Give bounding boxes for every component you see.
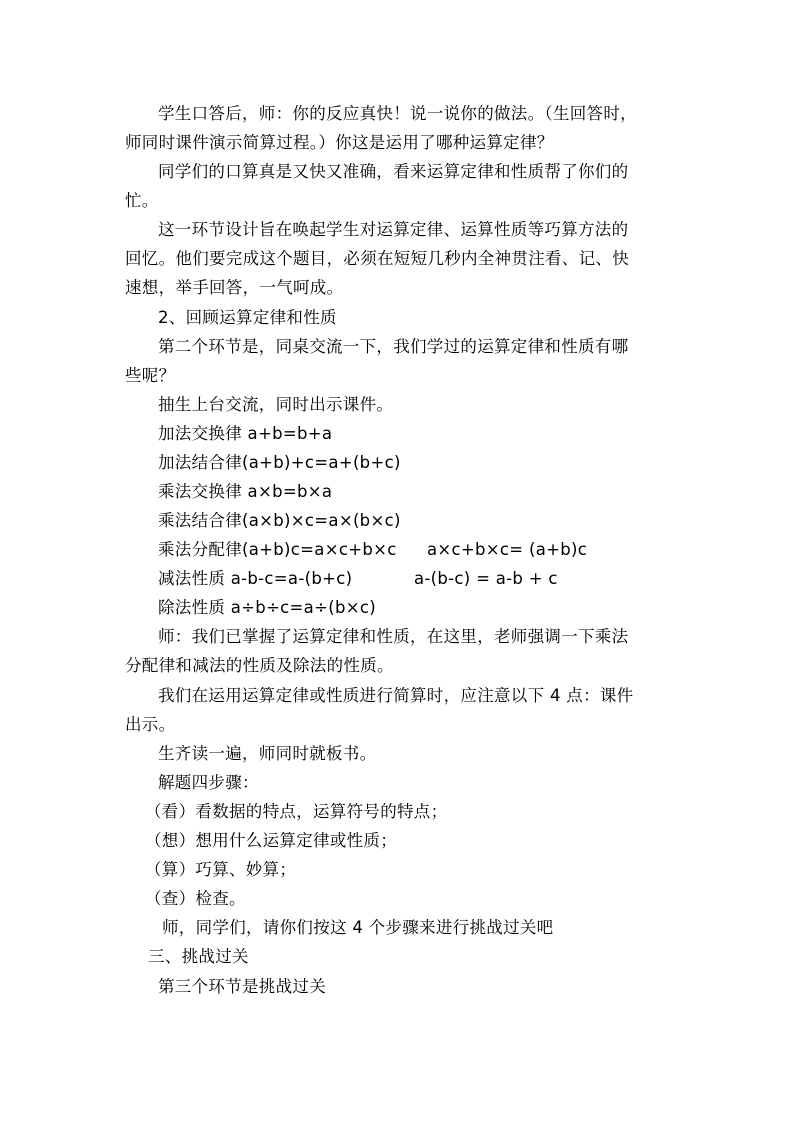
step-item: （算）巧算、妙算； bbox=[145, 860, 297, 879]
step-item: （想）想用什么运算定律或性质； bbox=[145, 831, 397, 850]
paragraph-line: 师同时课件演示简算过程。）你这是运用了哪种运算定律？ bbox=[125, 133, 554, 152]
law-addition-commutative: 加法交换律 a+b=b+a bbox=[158, 424, 333, 443]
paragraph-line: 第三个环节是挑战过关 bbox=[158, 977, 326, 996]
paragraph-line: 解题四步骤： bbox=[158, 773, 259, 792]
section-heading: 2、回顾运算定律和性质 bbox=[158, 308, 337, 327]
law-addition-associative: 加法结合律(a+b)+c=a+(b+c) bbox=[158, 453, 401, 472]
law-multiplication-commutative: 乘法交换律 a×b=b×a bbox=[158, 482, 333, 501]
section-heading: 三、挑战过关 bbox=[148, 947, 249, 966]
law-multiplication-associative: 乘法结合律(a×b)×c=a×(b×c) bbox=[158, 511, 401, 530]
law-subtraction-property: 减法性质 a-b-c=a-(b+c) bbox=[158, 569, 353, 588]
paragraph-line: 出示。 bbox=[125, 715, 176, 734]
paragraph-line: 抽生上台交流，同时出示课件。 bbox=[158, 395, 394, 414]
paragraph-line: 我们在运用运算定律或性质进行简算时，应注意以下 4 点：课件 bbox=[158, 686, 634, 705]
paragraph-line: 师：我们已掌握了运算定律和性质，在这里，老师强调一下乘法 bbox=[158, 627, 629, 646]
paragraph-line: 回忆。他们要完成这个题目，必须在短短几秒内全神贯注看、记、快 bbox=[125, 249, 629, 268]
law-multiplication-distributive-reverse: a×c+b×c= (a+b)c bbox=[427, 540, 588, 559]
paragraph-line: 学生口答后，师：你的反应真快！说一说你的做法。（生回答时， bbox=[158, 104, 637, 123]
paragraph-line: 师，同学们，请你们按这 4 个步骤来进行挑战过关吧 bbox=[162, 918, 554, 937]
step-item: （查）检查。 bbox=[145, 889, 246, 908]
paragraph-line: 忙。 bbox=[125, 191, 159, 210]
paragraph-line: 速想，举手回答，一气呵成。 bbox=[125, 278, 344, 297]
paragraph-line: 同学们的口算真是又快又准确，看来运算定律和性质帮了你们的 bbox=[158, 162, 629, 181]
step-item: （看）看数据的特点，运算符号的特点； bbox=[145, 802, 448, 821]
paragraph-line: 这一环节设计旨在唤起学生对运算定律、运算性质等巧算方法的 bbox=[158, 220, 629, 239]
law-division-property: 除法性质 a÷b÷c=a÷(b×c) bbox=[158, 598, 376, 617]
law-subtraction-property-2: a-(b-c) = a-b + c bbox=[414, 569, 558, 588]
paragraph-line: 生齐读一遍，师同时就板书。 bbox=[158, 744, 377, 763]
paragraph-line: 分配律和减法的性质及除法的性质。 bbox=[125, 656, 394, 675]
law-multiplication-distributive: 乘法分配律(a+b)c=a×c+b×c bbox=[158, 540, 397, 559]
paragraph-line: 第二个环节是，同桌交流一下，我们学过的运算定律和性质有哪 bbox=[158, 337, 629, 356]
paragraph-line: 些呢？ bbox=[125, 366, 176, 385]
